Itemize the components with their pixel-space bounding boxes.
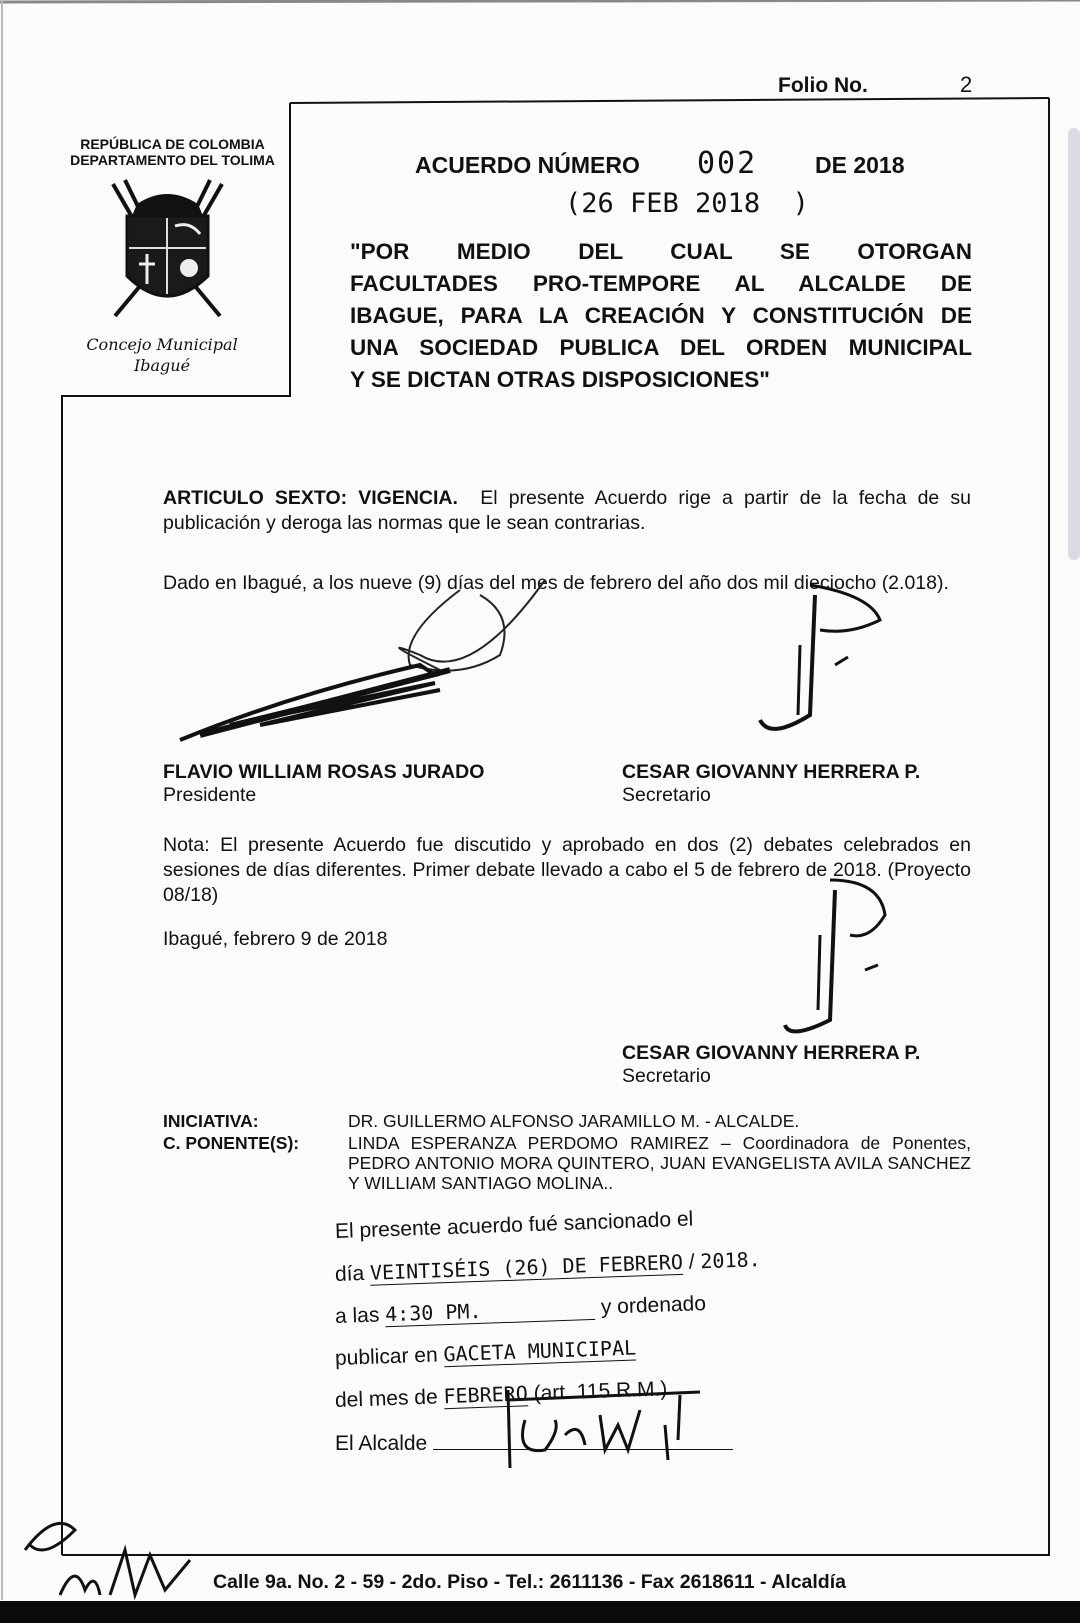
president-role: Presidente (163, 784, 257, 806)
dado-paragraph: Dado en Ibagué, a los nueve (9) días del mes de febrero del año dos mil dieciocho (2.018). (163, 572, 949, 594)
republic-label: REPÚBLICA DE COLOMBIA (80, 136, 265, 152)
secretary-handwritten-signature (770, 860, 920, 1040)
dia-label: día (334, 1261, 365, 1286)
publicar-value: GACETA MUNICIPAL (443, 1335, 637, 1367)
place-date: Ibagué, febrero 9 de 2018 (163, 928, 388, 950)
hora-label: a las (334, 1303, 380, 1328)
acuerdo-number: 002 (697, 146, 758, 181)
handwritten-signatures (170, 575, 940, 755)
issuer-header (60, 136, 285, 168)
hora-value: 4:30 PM. (385, 1295, 596, 1327)
ordenado-label: y ordenado (600, 1292, 707, 1319)
department-label: DEPARTAMENTO DEL TOLIMA (70, 152, 275, 168)
article-text: El presente Acuerdo rige a partir de la fecha de su publicación y deroga las normas que le sean contrarias. (163, 487, 971, 534)
concejo-line2: Ibagué (133, 356, 191, 375)
concejo-line1: Concejo Municipal (86, 335, 238, 354)
date-stamp: (26 FEB 2018 ) (565, 188, 809, 219)
title-line: "POR MEDIO DEL CUAL SE OTORGAN (350, 239, 972, 264)
secretary-role: Secretario (622, 1065, 711, 1087)
alcalde-label: El Alcalde (335, 1432, 428, 1455)
title-line: IBAGUE, PARA LA CREACIÓN Y CONSTITUCIÓN DE (350, 303, 972, 328)
art-ref: (art. 115 R.M.) (533, 1377, 668, 1406)
folio-number: 2 (960, 72, 973, 97)
dia-value: VEINTISÉIS (26) DE FEBRERO (369, 1249, 684, 1285)
president-name: FLAVIO WILLIAM ROSAS JURADO (163, 761, 485, 783)
article-heading: ARTICULO SEXTO: VIGENCIA. (163, 487, 458, 509)
ponentes-label: C. PONENTE(S): (163, 1133, 300, 1153)
mes-value: FEBRERO (443, 1381, 529, 1409)
acuerdo-title (350, 236, 972, 396)
ponentes-value: LINDA ESPERANZA PERDOMO RAMIREZ – Coordinadora de Ponentes, PEDRO ANTONIO MORA QUINTERO, JUAN EVANGELISTA AVILA SANCHEZ Y WILLIAM SANTIAGO MOLINA.. (348, 1133, 971, 1193)
title-line: UNA SOCIEDAD PUBLICA DEL ORDEN MUNICIPAL (350, 335, 972, 360)
nota-paragraph: Nota: El presente Acuerdo fue discutido y aprobado en dos (2) debates celebrados en sesiones de días diferentes. Primer debate llevado a cabo el 5 de febrero de 2018. (Proyecto 08/18) (163, 834, 971, 906)
dia-year: 2018. (699, 1247, 762, 1274)
sancion-dia: día VEINTISÉIS (26) DE FEBRERO / 2018. (334, 1247, 762, 1286)
iniciativa-label: INICIATIVA: (163, 1111, 259, 1131)
publicar-label: publicar en (334, 1343, 439, 1370)
folio-label: Folio No. (778, 74, 868, 97)
secretary-role: Secretario (622, 784, 711, 806)
iniciativa-value: DR. GUILLERMO ALFONSO JARAMILLO M. - ALCALDE. (348, 1111, 800, 1131)
acuerdo-year: DE 2018 (815, 152, 905, 178)
title-line: FACULTADES PRO-TEMPORE AL ALCALDE DE (350, 271, 972, 296)
title-line: Y SE DICTAN OTRAS DISPOSICIONES" (350, 367, 770, 392)
secretary-signature-block (622, 761, 920, 807)
footer-address: Calle 9a. No. 2 - 59 - 2do. Piso - Tel.: 2611136 - Fax 2618611 - Alcaldía (213, 1571, 846, 1593)
president-signature-block (163, 761, 484, 807)
mes-label: del mes de (334, 1385, 439, 1412)
bottom-bar (0, 1601, 1080, 1623)
mayor-handwritten-signature (500, 1380, 740, 1480)
article-paragraph (163, 486, 971, 536)
secretary-signature-block-2 (622, 1042, 920, 1088)
sancion-line1: El presente acuerdo fué sancionado el (334, 1207, 694, 1243)
secretary-name: CESAR GIOVANNY HERRERA P. (622, 761, 921, 783)
margin-initials (15, 1500, 195, 1610)
acuerdo-label: ACUERDO NÚMERO (415, 152, 640, 178)
council-name (72, 334, 252, 376)
secretary-name: CESAR GIOVANNY HERRERA P. (622, 1042, 921, 1064)
stamp-date-value: 26 FEB 2018 (581, 188, 761, 219)
scrollbar[interactable] (1068, 128, 1080, 560)
municipal-crest-icon (105, 176, 230, 326)
